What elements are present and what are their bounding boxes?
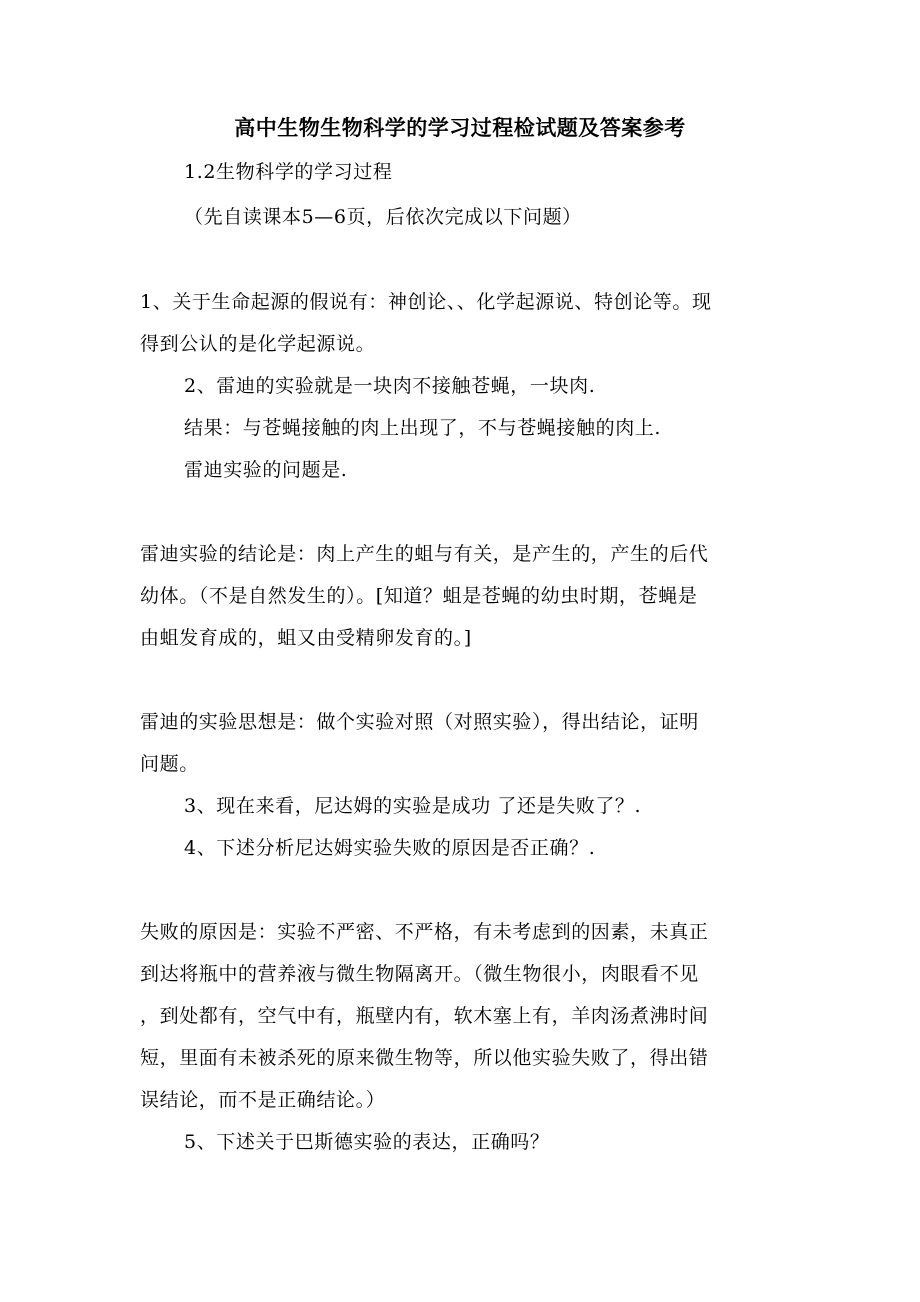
failure-reason-line-4: 短，里面有未被杀死的原来微生物等，所以他实验失败了，得出错 [140,1047,709,1069]
question-5: 5、下述关于巴斯德实验的表达，正确吗？ [184,1131,550,1153]
instruction-text: （先自读课本5—6页，后依次完成以下问题） [184,206,582,228]
failure-reason-line-2: 到达将瓶中的营养液与微生物隔离开。（微生物很小，肉眼看不见 [140,963,699,985]
failure-reason-line-1: 失败的原因是：实验不严密、不严格，有未考虑到的因素，未真正 [140,921,709,943]
redi-conclusion-line-2: 幼体。（不是自然发生的）。[知道？蛆是苍蝇的幼虫时期，苍蝇是 [140,585,698,607]
redi-conclusion-line-1: 雷迪实验的结论是：肉上产生的蛆与有关，是产生的，产生的后代 [140,543,709,565]
redi-idea-line-2: 问题。 [140,753,199,775]
question-1-line-1: 1、关于生命起源的假说有：神创论、、化学起源说、特创论等。现 [140,291,712,313]
section-heading: 1.2生物科学的学习过程 [184,161,393,183]
question-1-line-2: 得到公认的是化学起源说。 [140,333,376,355]
failure-reason-line-5: 误结论，而不是正确结论。） [140,1089,386,1111]
question-4: 4、下述分析尼达姆实验失败的原因是否正确？. [184,837,596,859]
question-2-problem: 雷迪实验的问题是. [184,459,348,481]
question-3: 3、现在来看，尼达姆的实验是成功 了还是失败了？. [184,795,642,817]
document-title: 高中生物生物科学的学习过程检试题及答案参考 [234,115,686,140]
redi-idea-line-1: 雷迪的实验思想是：做个实验对照（对照实验），得出结论，证明 [140,711,699,733]
question-2: 2、雷迪的实验就是一块肉不接触苍蝇，一块肉. [184,375,596,397]
question-2-result: 结果：与苍蝇接触的肉上出现了，不与苍蝇接触的肉上. [184,417,662,439]
failure-reason-line-3: ，到处都有，空气中有，瓶壁内有，软木塞上有，羊肉汤煮沸时间 [140,1005,709,1027]
redi-conclusion-line-3: 由蛆发育成的，蛆又由受精卵发育的。] [140,627,472,649]
